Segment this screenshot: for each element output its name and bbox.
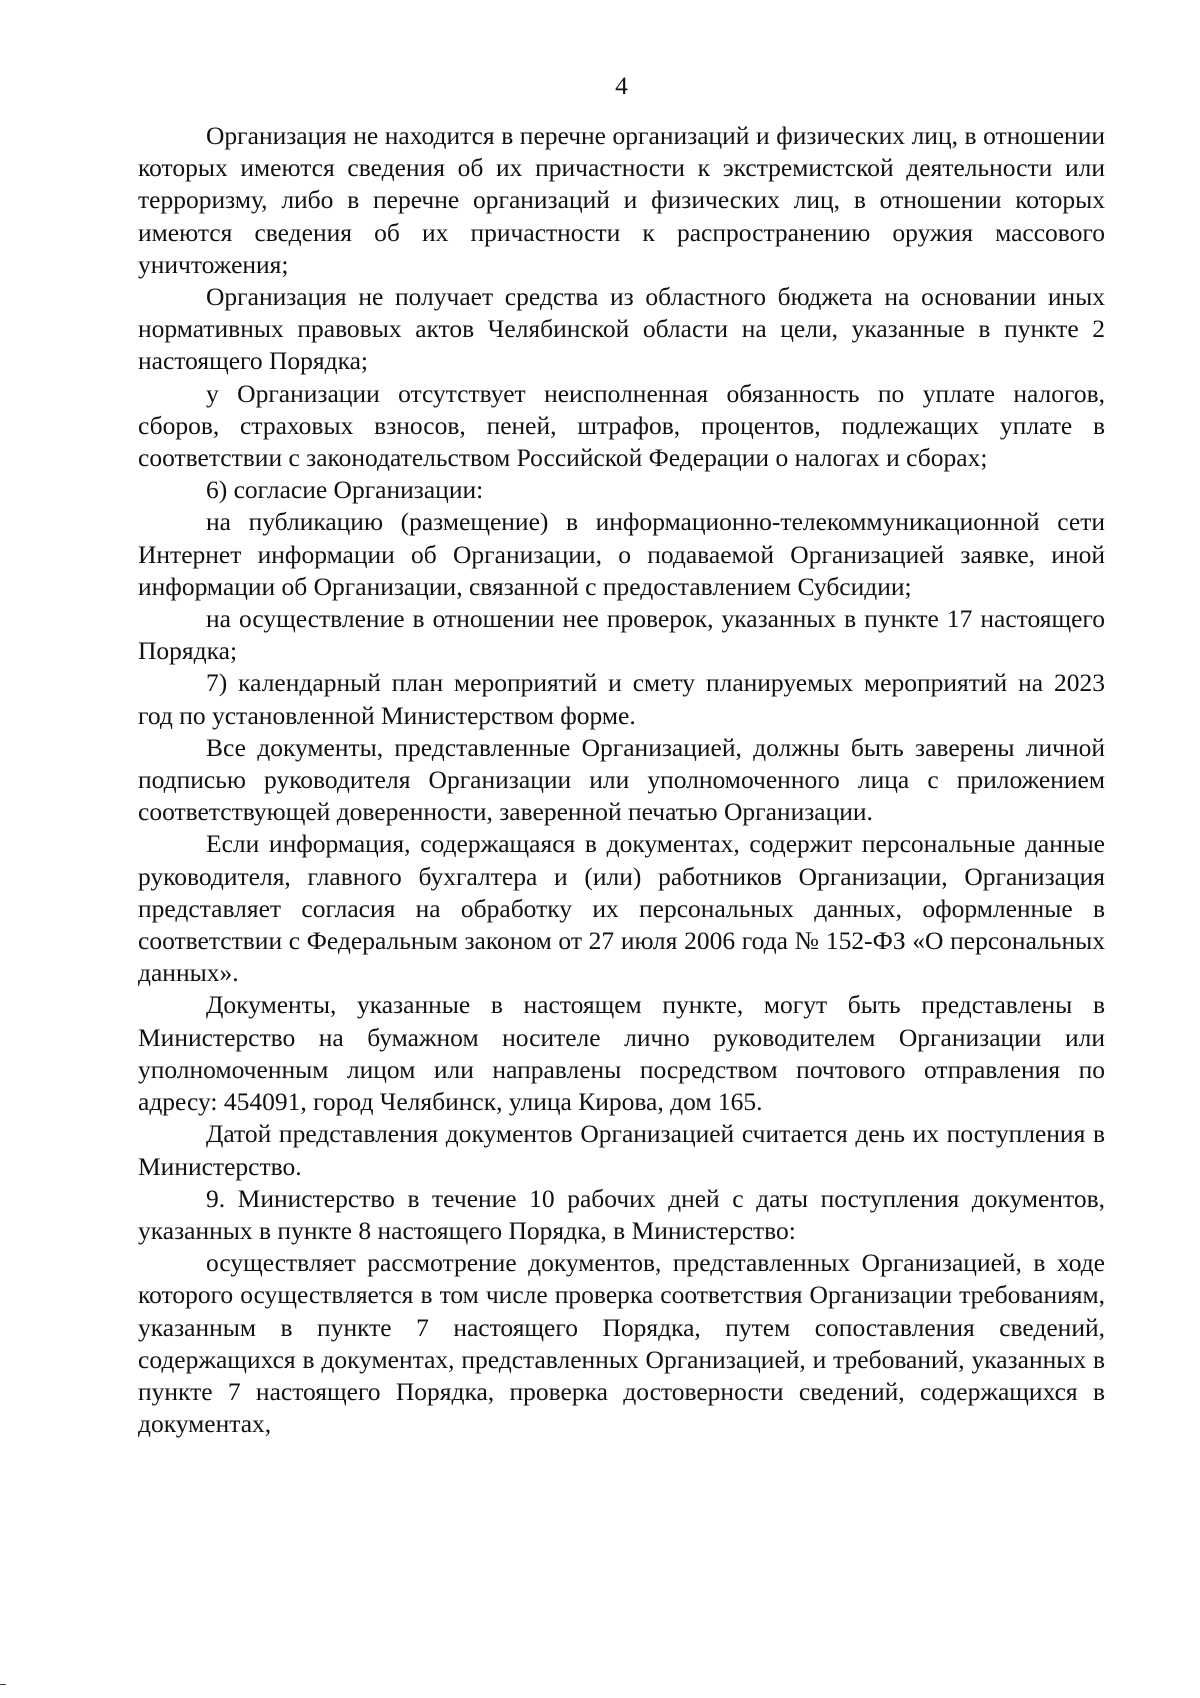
document-page (138, 70, 1105, 1440)
scan-edge-mark (0, 1684, 6, 1685)
paragraph-item-9: 9. Министерство в течение 10 рабочих дней с даты поступления документов, указанных в пункте 8 настоящего Порядка, в Министерство: (138, 1183, 1105, 1245)
paragraph-regional-budget: Организация не получает средства из областного бюджета на основании иных нормативных правовых актов Челябинской области на цели, указанные в пункте 2 настоящего Порядка; (138, 282, 1105, 376)
paragraph-documents-certified: Все документы, представленные Организацией, должны быть заверены личной подписью руководителя Организации или уполномоченного лица с приложением соответствующей доверенности, заверенной печатью Организации. (138, 732, 1105, 827)
paragraph-calendar-plan: 7) календарный план мероприятий и смету планируемых мероприятий на 2023 год по установленной Министерством форме. (138, 668, 1105, 730)
paragraph-document-review: осуществляет рассмотрение документов, представленных Организацией, в ходе которого осуществляется в том числе проверка соответствия Организации требованиям, указанным в пункте 7 настоящего Порядка, путем сопоставления сведений, содержащихся в документах, представленных Организацией, и требований, указанных в пункте 7 настоящего Порядка, проверка достоверности сведений, содержащихся в документах, (138, 1248, 1105, 1439)
page-number: 4 (615, 71, 628, 100)
paragraph-consent-publication: на публикацию (размещение) в информационно-телекоммуникационной сети Интернет информации об Организации, о подаваемой Организацией заявке, иной информации об Организации, связанной с предоставлением Субсидии; (138, 507, 1105, 601)
paragraph-consent-heading: 6) согласие Организации: (206, 475, 484, 505)
paragraph-tax-obligations: у Организации отсутствует неисполненная обязанность по уплате налогов, сборов, страховых взносов, пеней, штрафов, процентов, подлежащих уплате в соответствии с законодательством Российской Федерации о налогах и сборах; (138, 378, 1105, 473)
paragraph-consent-inspections: на осуществление в отношении нее проверок, указанных в пункте 17 настоящего Порядка; (138, 604, 1105, 666)
paragraph-personal-data: Если информация, содержащаяся в документах, содержит персональные данные руководителя, главного бухгалтера и (или) работников Организации, Организация представляет согласия на обработку их персональных данных, оформленные в соответствии с Федеральным законом от 27 июля 2006 года № 152-ФЗ «О персональных данных». (138, 829, 1105, 988)
paragraph-extremism-list: Организация не находится в перечне организаций и физических лиц, в отношении которых имеются сведения об их причастности к экстремистской деятельности или терроризму, либо в перечне организаций и физических лиц, в отношении которых имеются сведения об их причастности к распространению оружия массового уничтожения; (138, 121, 1105, 279)
paragraph-submission-address: Документы, указанные в настоящем пункте, могут быть представлены в Министерство на бумажном носителе лично руководителем Организации или уполномоченным лицом или направлены посредством почтового отправления по адресу: 454091, город Челябинск, улица Кирова, дом 165. (138, 990, 1105, 1117)
paragraph-submission-date: Датой представления документов Организацией считается день их поступления в Министерство. (138, 1119, 1105, 1181)
